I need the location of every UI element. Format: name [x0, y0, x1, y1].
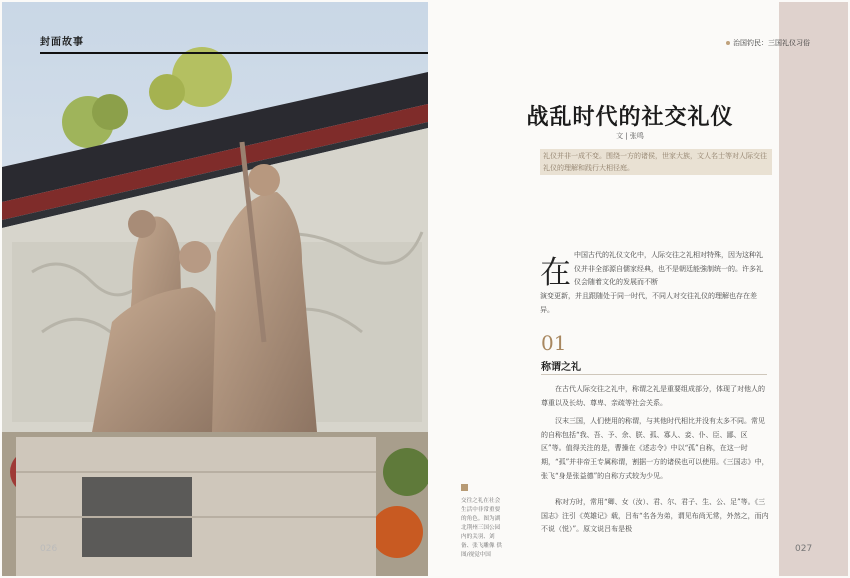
body-paragraph-1: 在古代人际交往之礼中，称谓之礼是重要组成部分，体现了对他人的尊重以及长幼、尊卑、亲疏等社会关系。 [541, 385, 765, 407]
topic-dot-icon [726, 41, 730, 45]
header-rule-left [40, 52, 429, 54]
lead-paragraph-2: 演变更新，并且跟随处于同一时代，不同人对交往礼仪的理解也存在差异。 [540, 292, 757, 314]
drop-cap: 在 [540, 255, 571, 291]
article-title: 战乱时代的社交礼仪 [526, 104, 734, 130]
article-intro: 礼仪并非一成不变。围绕一方的诸侯，世家大族，文人名士等对人际交往礼仪的理解和践行大相径庭。 [540, 149, 772, 175]
body-paragraph-2: 汉末三国，人们使用的称谓，与其他时代相比并没有太多不同。常见的自称包括“我、吾、予、余、朕、孤、寡人、妾、仆、臣、鄙、区区”等。值得关注的是，曹操在《述志令》中以“孤”自称，在这一时期，“孤”并非帝王专属称谓，割据一方的诸侯也可以使用。《三国志》中，张飞“身是张益德”的自称方式较为少见。 [541, 417, 769, 480]
side-strip [779, 2, 848, 576]
page-number-right: 027 [795, 544, 813, 554]
topic-label [726, 38, 810, 48]
topic-label-text: 治国钓民：三国礼仪习俗 [733, 39, 810, 47]
section-divider [541, 374, 767, 375]
section-title: 称谓之礼 [541, 362, 581, 373]
caption-marker-icon [461, 484, 468, 491]
article-author: 文 | 张鸣 [616, 132, 644, 140]
section-number: 01 [541, 331, 567, 355]
photo-caption-text: 交往之礼在社会生活中非常重要的角色。图为湖北荆州三国公园内的关羽、刘备、张飞雕像 供图/视觉中国 [461, 498, 502, 558]
statue-photo-illustration [2, 2, 428, 576]
lead-paragraph-1: 中国古代的礼仪文化中，人际交往之礼相对特殊，因为这种礼仪并非全部源自儒家经典，也不是朝廷能強制统一的。许多礼仪会随着文化的发展而不断 [574, 251, 763, 287]
section-label: 封面故事 [40, 37, 84, 48]
photo-caption [461, 484, 503, 560]
page-number-left: 026 [40, 544, 58, 554]
body-paragraph-3: 称对方时，常用“卿、女（汝）、君、尔、君子、生、公、足”等。《三国志》注引《英雄记》载，吕布“名各为弟，谓见布尚无常，外然之，而内不说（悦）”。原文说吕布是极 [541, 498, 769, 534]
cover-photo-statues [2, 2, 428, 576]
